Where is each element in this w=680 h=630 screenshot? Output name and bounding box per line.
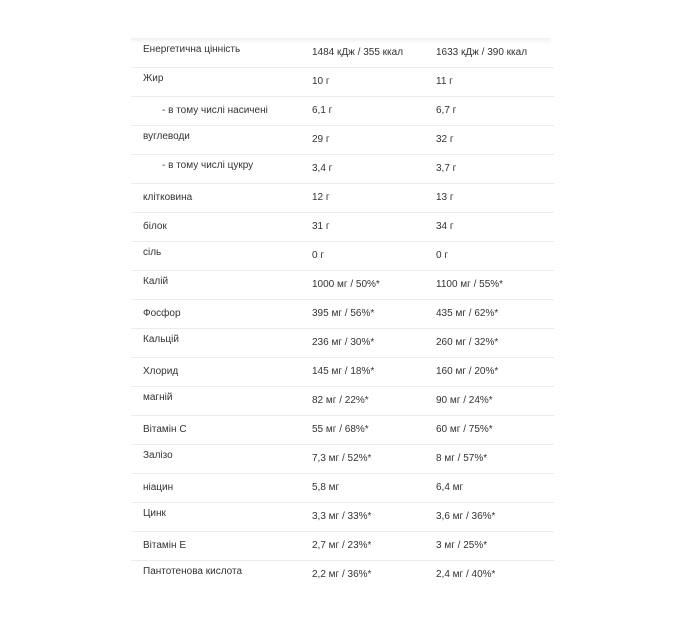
nutrient-value-2: 90 мг / 24%* <box>436 395 493 406</box>
nutrient-value-2: 1633 кДж / 390 ккал <box>436 47 528 58</box>
table-row <box>131 503 554 532</box>
value-cell-1 <box>312 39 436 68</box>
value-cell-2 <box>436 445 554 474</box>
nutrient-value-1: 1000 мг / 50%* <box>312 279 380 290</box>
table-row <box>131 242 554 271</box>
nutrient-value-2: 3,7 г <box>436 163 457 174</box>
table-row <box>131 300 554 329</box>
value-cell-2 <box>436 561 554 590</box>
nutrient-value-2: 0 г <box>436 250 448 261</box>
value-cell-1 <box>312 532 436 561</box>
nutrient-name-cell <box>131 532 312 561</box>
nutrient-name-cell <box>131 474 312 503</box>
value-cell-2 <box>436 358 554 387</box>
nutrient-name-cell <box>131 300 312 329</box>
nutrient-value-2: 6,7 г <box>436 105 457 116</box>
table-row <box>131 474 554 503</box>
nutrient-name: білок <box>143 221 167 232</box>
nutrient-name-cell <box>131 445 312 474</box>
nutrient-name-cell <box>131 68 312 97</box>
value-cell-2 <box>436 97 554 126</box>
value-cell-1 <box>312 184 436 213</box>
nutrient-name: Фосфор <box>143 308 181 319</box>
value-cell-1 <box>312 126 436 155</box>
nutrient-value-1: 1484 кДж / 355 ккал <box>312 47 404 58</box>
nutrient-value-1: 145 мг / 18%* <box>312 366 375 377</box>
nutrient-value-1: 3,3 мг / 33%* <box>312 511 372 522</box>
value-cell-2 <box>436 155 554 184</box>
nutrient-name-cell <box>131 213 312 242</box>
nutrient-value-1: 3,4 г <box>312 163 333 174</box>
nutrition-table <box>131 39 554 589</box>
table-row <box>131 68 554 97</box>
value-cell-1 <box>312 213 436 242</box>
nutrient-name: ніацин <box>143 482 174 493</box>
nutrient-value-1: 82 мг / 22%* <box>312 395 369 406</box>
nutrient-name: Пантотенова кислота <box>143 566 243 577</box>
value-cell-1 <box>312 329 436 358</box>
nutrient-name: Залізо <box>143 450 173 461</box>
nutrition-table-body <box>131 39 554 589</box>
value-cell-1 <box>312 300 436 329</box>
nutrient-value-1: 31 г <box>312 221 330 232</box>
nutrient-name: Кальцій <box>143 334 179 345</box>
value-cell-1 <box>312 561 436 590</box>
nutrient-name: Вітамін Е <box>143 540 186 551</box>
value-cell-2 <box>436 271 554 300</box>
value-cell-2 <box>436 329 554 358</box>
table-row <box>131 155 554 184</box>
value-cell-2 <box>436 416 554 445</box>
table-row <box>131 445 554 474</box>
value-cell-1 <box>312 242 436 271</box>
table-row <box>131 126 554 155</box>
value-cell-2 <box>436 474 554 503</box>
nutrient-value-2: 8 мг / 57%* <box>436 453 488 464</box>
table-row <box>131 39 554 68</box>
table-row <box>131 184 554 213</box>
nutrient-value-1: 5,8 мг <box>312 482 340 493</box>
table-row <box>131 329 554 358</box>
value-cell-1 <box>312 474 436 503</box>
nutrient-value-2: 34 г <box>436 221 454 232</box>
nutrient-value-2: 435 мг / 62%* <box>436 308 499 319</box>
nutrient-name-cell <box>131 416 312 445</box>
nutrient-value-1: 395 мг / 56%* <box>312 308 375 319</box>
value-cell-2 <box>436 532 554 561</box>
nutrient-value-2: 3 мг / 25%* <box>436 540 488 551</box>
nutrient-name: Калій <box>143 276 169 287</box>
nutrient-value-2: 160 мг / 20%* <box>436 366 499 377</box>
nutrient-name: сіль <box>143 247 162 258</box>
value-cell-2 <box>436 68 554 97</box>
value-cell-2 <box>436 242 554 271</box>
nutrient-name-cell <box>131 184 312 213</box>
nutrient-name-cell <box>131 329 312 358</box>
table-row <box>131 532 554 561</box>
nutrient-name-cell <box>131 271 312 300</box>
value-cell-1 <box>312 155 436 184</box>
nutrient-name: Цинк <box>143 508 166 519</box>
table-row <box>131 97 554 126</box>
value-cell-1 <box>312 358 436 387</box>
nutrient-name-cell <box>131 387 312 416</box>
table-row <box>131 416 554 445</box>
nutrient-value-2: 1100 мг / 55%* <box>436 279 504 290</box>
nutrient-name-cell <box>131 97 312 126</box>
nutrient-name: вуглеводи <box>143 131 190 142</box>
value-cell-2 <box>436 387 554 416</box>
value-cell-1 <box>312 97 436 126</box>
nutrient-name: Вітамін C <box>143 424 187 435</box>
nutrient-name: Жир <box>143 73 164 84</box>
nutrient-name-cell <box>131 242 312 271</box>
nutrient-name: Хлорид <box>143 366 179 377</box>
nutrient-name-cell <box>131 503 312 532</box>
table-row <box>131 213 554 242</box>
nutrient-value-2: 60 мг / 75%* <box>436 424 493 435</box>
nutrient-name-cell <box>131 358 312 387</box>
value-cell-2 <box>436 126 554 155</box>
nutrient-name-cell <box>131 561 312 590</box>
value-cell-2 <box>436 300 554 329</box>
nutrient-value-1: 55 мг / 68%* <box>312 424 369 435</box>
nutrient-name: - в тому числі насичені <box>162 105 268 116</box>
value-cell-2 <box>436 39 554 68</box>
nutrient-value-1: 12 г <box>312 192 330 203</box>
nutrient-value-1: 29 г <box>312 134 330 145</box>
nutrient-name: Енергетична цінність <box>143 44 241 55</box>
table-row <box>131 561 554 590</box>
nutrient-value-2: 13 г <box>436 192 454 203</box>
value-cell-2 <box>436 213 554 242</box>
nutrient-name: - в тому числі цукру <box>162 160 254 171</box>
nutrient-value-1: 7,3 мг / 52%* <box>312 453 372 464</box>
nutrient-name: магній <box>143 392 173 403</box>
nutrient-value-2: 11 г <box>436 76 453 87</box>
nutrient-name-cell <box>131 155 312 184</box>
nutrient-value-1: 6,1 г <box>312 105 333 116</box>
table-row <box>131 358 554 387</box>
nutrient-value-2: 2,4 мг / 40%* <box>436 569 496 580</box>
nutrient-value-1: 236 мг / 30%* <box>312 337 375 348</box>
value-cell-2 <box>436 503 554 532</box>
table-row <box>131 387 554 416</box>
nutrient-value-1: 0 г <box>312 250 324 261</box>
nutrient-name: клітковина <box>143 192 193 203</box>
nutrient-value-2: 260 мг / 32%* <box>436 337 499 348</box>
value-cell-1 <box>312 445 436 474</box>
nutrient-value-2: 6,4 мг <box>436 482 464 493</box>
nutrient-value-2: 3,6 мг / 36%* <box>436 511 496 522</box>
value-cell-1 <box>312 503 436 532</box>
value-cell-1 <box>312 68 436 97</box>
value-cell-2 <box>436 184 554 213</box>
value-cell-1 <box>312 387 436 416</box>
table-row <box>131 271 554 300</box>
nutrient-value-2: 32 г <box>436 134 454 145</box>
value-cell-1 <box>312 271 436 300</box>
nutrient-name-cell <box>131 126 312 155</box>
value-cell-1 <box>312 416 436 445</box>
nutrient-value-1: 10 г <box>312 76 330 87</box>
nutrient-value-1: 2,2 мг / 36%* <box>312 569 372 580</box>
nutrient-value-1: 2,7 мг / 23%* <box>312 540 372 551</box>
nutrient-name-cell <box>131 39 312 68</box>
